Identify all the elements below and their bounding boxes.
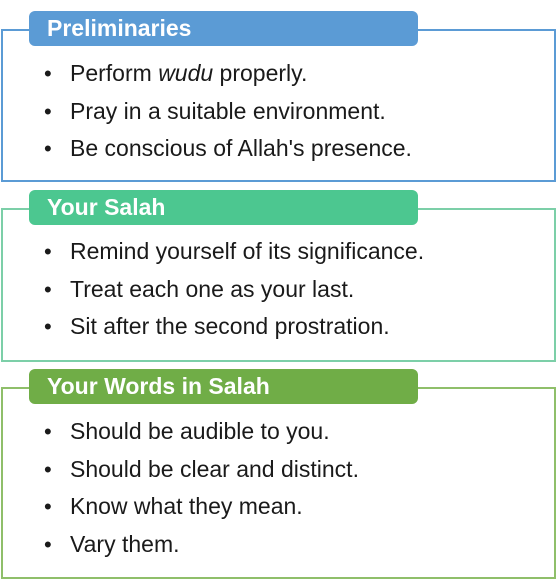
section-header: Preliminaries (29, 11, 418, 46)
bullet-icon: • (44, 136, 52, 161)
list-item (0, 233, 424, 271)
list-item (0, 93, 412, 131)
list-item (0, 130, 412, 168)
item-text: Treat each one as your last. (70, 275, 355, 302)
bullet-icon: • (44, 276, 52, 302)
list-item (0, 413, 359, 451)
bullet-icon: • (44, 494, 52, 519)
list-item (0, 308, 424, 346)
item-text: Should be audible to you. (70, 418, 330, 444)
list-item (0, 55, 412, 93)
bullet-icon: • (44, 98, 52, 124)
bullet-list (0, 413, 359, 563)
list-item (0, 451, 359, 489)
list-item (0, 488, 359, 526)
item-text: Perform (70, 60, 159, 86)
section-header: Your Words in Salah (29, 369, 418, 404)
bullet-list (0, 233, 424, 346)
bullet-list (0, 55, 412, 168)
item-text: Know what they mean. (70, 493, 303, 519)
item-text: Should be clear and distinct. (70, 455, 359, 482)
bullet-icon: • (44, 239, 52, 264)
bullet-icon: • (44, 314, 52, 339)
item-text-tail: properly. (213, 60, 308, 86)
item-text: Sit after the second prostration. (70, 313, 390, 339)
bullet-icon: • (44, 61, 52, 86)
item-text: Vary them. (70, 530, 180, 557)
bullet-icon: • (44, 419, 52, 444)
bullet-icon: • (44, 456, 52, 482)
list-item (0, 526, 359, 564)
bullet-icon: • (44, 531, 52, 557)
item-text-emphasis: wudu (158, 60, 214, 86)
list-item (0, 271, 424, 309)
item-text: Be conscious of Allah's presence. (70, 135, 412, 161)
item-text: Pray in a suitable environment. (70, 97, 386, 124)
item-text: Remind yourself of its significance. (70, 238, 425, 264)
section-header: Your Salah (29, 190, 418, 225)
